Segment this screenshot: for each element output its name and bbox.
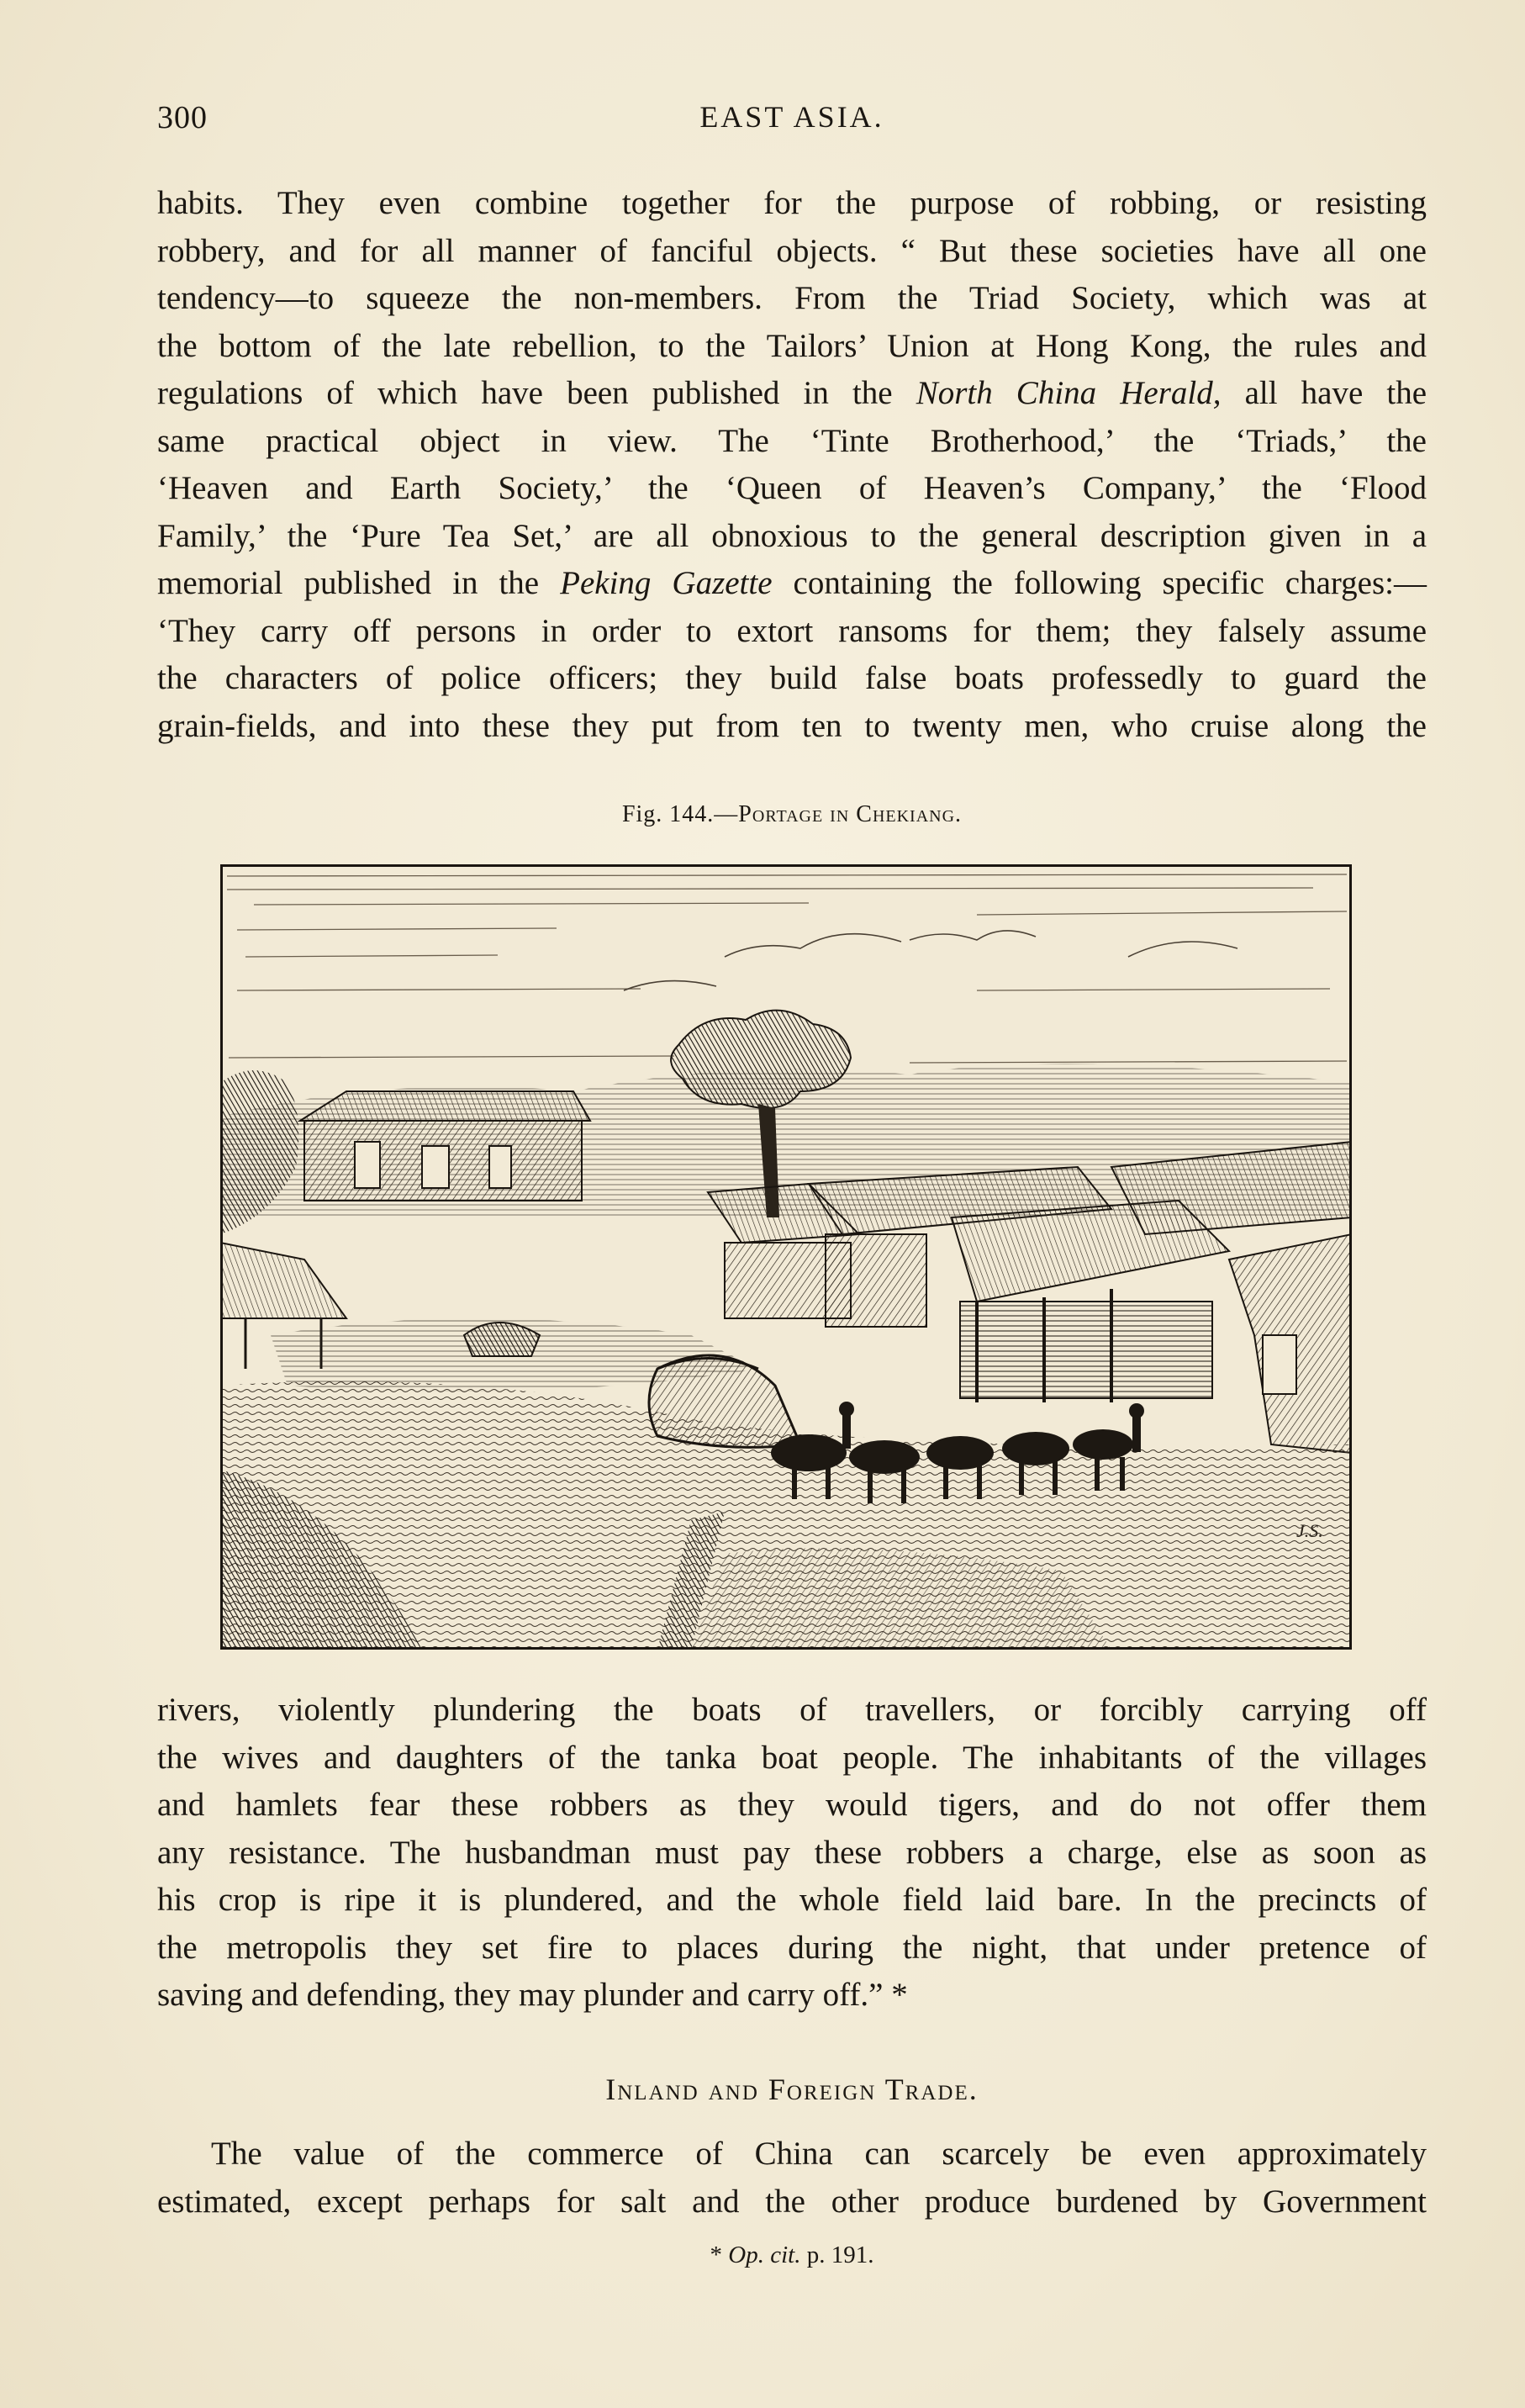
figure-number: Fig. 144.— (621, 801, 739, 827)
text-line: any resistance. The husbandman must pay these robbers a charge, else as soon as (157, 1834, 1427, 1871)
engraver-signature: J.S. (1296, 1520, 1323, 1541)
text-line: the bottom of the late rebellion, to the Tailors’ Union at Hong Kong, the rules and (157, 327, 1427, 364)
text-line: saving and defending, they may plunder and carry off.” * (157, 1977, 908, 2013)
footnote-citation: Op. cit. (728, 2242, 801, 2268)
engraving-illustration (220, 864, 1352, 1650)
footnote-mark: * (710, 2242, 729, 2268)
text-line: grain-fields, and into these they put from ten to twenty men, who cruise along the (157, 707, 1427, 744)
footnote (157, 2242, 1427, 2269)
figure-title: Portage in Chekiang. (738, 801, 963, 827)
text-line: habits. They even combine together for the purpose of robbing, or resisting (157, 185, 1427, 221)
text-run: regulations of which have been published in the (157, 375, 916, 411)
section-heading: Inland and Foreign Trade. (605, 2073, 979, 2106)
text-run: containing the following specific charges:— (772, 565, 1427, 601)
paragraph-2 (157, 1687, 1427, 2020)
figure-caption (157, 801, 1427, 828)
text-line: The value of the commerce of China can scarcely be even approximately (211, 2136, 1427, 2172)
text-line (157, 370, 1427, 418)
text-line: rivers, violently plundering the boats of travellers, or forcibly carrying off (157, 1692, 1427, 1728)
text-run: memorial published in the (157, 565, 561, 601)
text-line: Family,’ the ‘Pure Tea Set,’ are all obnoxious to the general description given in a (157, 517, 1427, 554)
text-run: all have the (1221, 375, 1427, 411)
text-line (157, 560, 1427, 608)
text-line: ‘Heaven and Earth Society,’ the ‘Queen of Heaven’s Company,’ the ‘Flood (157, 470, 1427, 506)
page-number: 300 (157, 100, 208, 135)
italic-title: Peking Gazette (560, 565, 773, 601)
footnote-page: p. 191. (800, 2242, 874, 2268)
text-line: his crop is ripe it is plundered, and the whole field laid bare. In the precincts of (157, 1882, 1427, 1918)
text-line: the wives and daughters of the tanka boat people. The inhabitants of the villages (157, 1739, 1427, 1776)
left-house (300, 1091, 590, 1201)
text-line: estimated, except perhaps for salt and the other produce burdened by Government (157, 2183, 1427, 2220)
portage-engraving (220, 864, 1352, 1650)
text-line: the metropolis they set fire to places during the night, that under pretence of (157, 1929, 1427, 1966)
page-header (157, 99, 1427, 141)
text-line: and hamlets fear these robbers as they would tigers, and do not offer them (157, 1787, 1427, 1823)
text-line: the characters of police officers; they build false boats professedly to guard the (157, 660, 1427, 696)
text-line: ‘They carry off persons in order to extort ransoms for them; they falsely assume (157, 612, 1427, 649)
paragraph-3 (157, 2131, 1427, 2226)
text-line: tendency—to squeeze the non-members. From the Triad Society, which was at (157, 280, 1427, 316)
text-line: robbery, and for all manner of fanciful objects. “ But these societies have all one (157, 232, 1427, 269)
paragraph-1 (157, 180, 1427, 750)
text-line: same practical object in view. The ‘Tinte Brotherhood,’ the ‘Triads,’ the (157, 422, 1427, 459)
italic-title: North China Herald, (916, 375, 1222, 411)
running-head: EAST ASIA. (699, 100, 884, 134)
